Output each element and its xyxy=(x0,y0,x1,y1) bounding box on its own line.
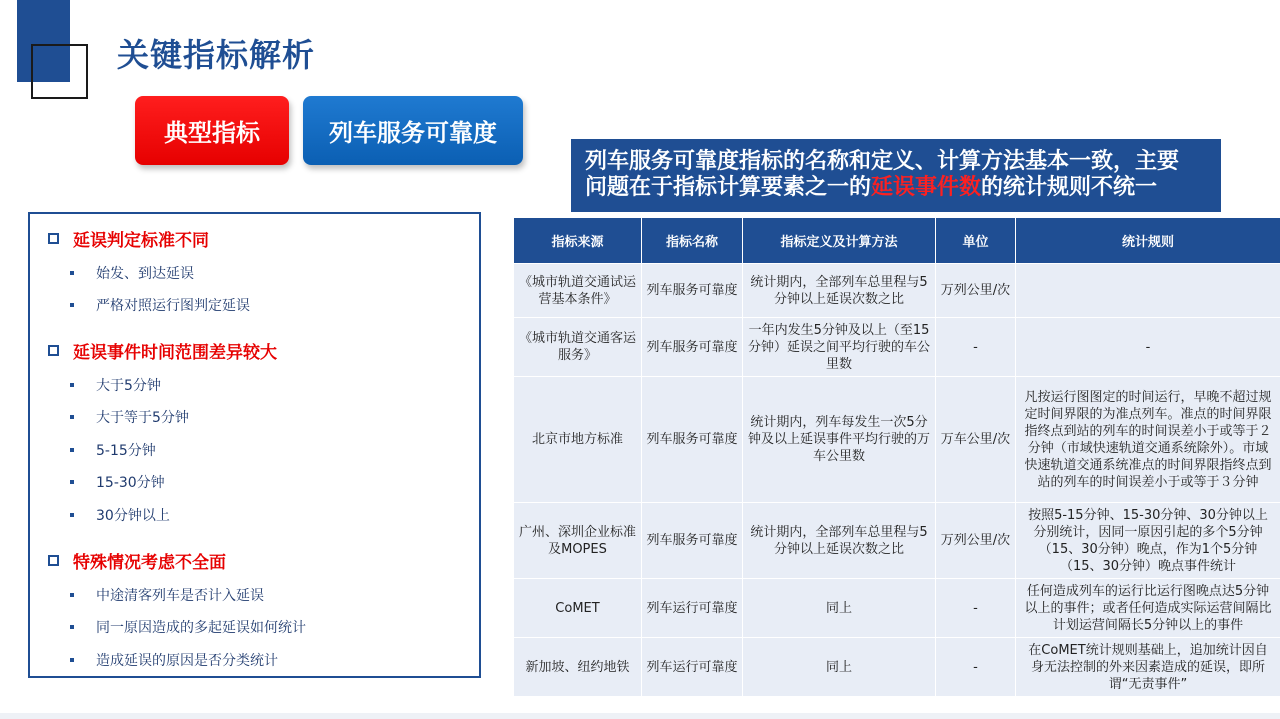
issue-item: 30分钟以上 xyxy=(70,505,170,525)
cell-name: 列车服务可靠度 xyxy=(642,264,743,318)
table-row xyxy=(514,318,1280,377)
table-row xyxy=(514,579,1280,638)
cell-name: 列车运行可靠度 xyxy=(642,579,743,638)
bullet-dot-icon xyxy=(70,513,74,517)
cell-unit: - xyxy=(936,318,1016,377)
issue-heading: 延误事件时间范围差异较大 xyxy=(48,338,277,363)
issue-item: 始发、到达延误 xyxy=(70,263,194,283)
cell-definition: 同上 xyxy=(743,638,936,697)
banner-line-2-pre: 问题在于指标计算要素之一的 xyxy=(585,175,872,200)
cell-source: 广州、深圳企业标准及MOPES xyxy=(514,503,642,579)
cell-source: 《城市轨道交通客运服务》 xyxy=(514,318,642,377)
banner-line-1: 列车服务可靠度指标的名称和定义、计算方法基本一致，主要 xyxy=(585,149,1180,174)
banner-line-2-post: 的统计规则不统一 xyxy=(981,175,1158,200)
summary-banner xyxy=(571,139,1221,212)
cell-definition: 统计期内，列车每发生一次5分钟及以上延误事件平均行驶的万车公里数 xyxy=(743,377,936,503)
cell-rule: 任何造成列车的运行比运行图晚点达5分钟以上的事件；或者任何造成实际运营间隔比计划运营间隔长5分钟以上的事件 xyxy=(1016,579,1280,638)
table-row xyxy=(514,503,1280,579)
cell-name: 列车服务可靠度 xyxy=(642,318,743,377)
cell-unit: - xyxy=(936,638,1016,697)
cell-source: 新加坡、纽约地铁 xyxy=(514,638,642,697)
issue-heading: 延误判定标准不同 xyxy=(48,226,209,251)
col-header-definition: 指标定义及计算方法 xyxy=(743,218,936,264)
col-header-unit: 单位 xyxy=(936,218,1016,264)
issue-item: 5-15分钟 xyxy=(70,440,156,460)
cell-name: 列车运行可靠度 xyxy=(642,638,743,697)
bullet-dot-icon xyxy=(70,448,74,452)
col-header-rule: 统计规则 xyxy=(1016,218,1280,264)
checkbox-square-icon xyxy=(48,345,59,356)
bullet-dot-icon xyxy=(70,658,74,662)
cell-source: 北京市地方标准 xyxy=(514,377,642,503)
banner-line-2 xyxy=(585,175,1221,201)
indicator-comparison-table xyxy=(513,217,1280,697)
cell-rule: 在CoMET统计规则基础上，追加统计因自身无法控制的外来因素造成的延误，即所谓“无责事件” xyxy=(1016,638,1280,697)
table-row xyxy=(514,264,1280,318)
bullet-dot-icon xyxy=(70,593,74,597)
bullet-dot-icon xyxy=(70,480,74,484)
footer-strip xyxy=(0,713,1280,719)
checkbox-square-icon xyxy=(48,555,59,566)
cell-rule: 按照5-15分钟、15-30分钟、30分钟以上分别统计，因同一原因引起的多个5分钟（15、30分钟）晚点，作为1个5分钟（15、30分钟）晚点事件统计 xyxy=(1016,503,1280,579)
cell-source: CoMET xyxy=(514,579,642,638)
indicator-name-tag: 列车服务可靠度 xyxy=(303,96,523,165)
table-header-row xyxy=(514,218,1280,264)
corner-decoration-outline xyxy=(31,44,88,99)
issue-item: 15-30分钟 xyxy=(70,472,165,492)
cell-unit: 万列公里/次 xyxy=(936,503,1016,579)
cell-name: 列车服务可靠度 xyxy=(642,377,743,503)
page-title: 关键指标解析 xyxy=(117,36,316,74)
cell-definition: 统计期内，全部列车总里程与5分钟以上延误次数之比 xyxy=(743,503,936,579)
cell-definition: 一年内发生5分钟及以上（至15分钟）延误之间平均行驶的车公里数 xyxy=(743,318,936,377)
table-row xyxy=(514,638,1280,697)
cell-name: 列车服务可靠度 xyxy=(642,503,743,579)
bullet-dot-icon xyxy=(70,415,74,419)
banner-highlight: 延误事件数 xyxy=(871,175,982,200)
issue-item: 造成延误的原因是否分类统计 xyxy=(70,650,278,670)
bullet-dot-icon xyxy=(70,625,74,629)
typical-indicator-tag: 典型指标 xyxy=(135,96,289,165)
cell-unit: - xyxy=(936,579,1016,638)
checkbox-square-icon xyxy=(48,233,59,244)
cell-source: 《城市轨道交通试运营基本条件》 xyxy=(514,264,642,318)
issue-item: 大于5分钟 xyxy=(70,375,161,395)
cell-unit: 万列公里/次 xyxy=(936,264,1016,318)
cell-unit: 万车公里/次 xyxy=(936,377,1016,503)
col-header-source: 指标来源 xyxy=(514,218,642,264)
table-row xyxy=(514,377,1280,503)
issues-panel xyxy=(28,212,481,678)
cell-rule: 凡按运行图图定的时间运行，早晚不超过规定时间界限的为准点列车。准点的时间界限指终点到站的列车的时间误差小于或等于２分钟（市域快速轨道交通系统除外）。市域快速轨道交通系统准点的时间界限指终点到站的列车的时间误差小于或等于３分钟 xyxy=(1016,377,1280,503)
bullet-dot-icon xyxy=(70,383,74,387)
bullet-dot-icon xyxy=(70,303,74,307)
cell-rule: - xyxy=(1016,318,1280,377)
cell-rule xyxy=(1016,264,1280,318)
issue-item: 严格对照运行图判定延误 xyxy=(70,295,250,315)
issue-heading: 特殊情况考虑不全面 xyxy=(48,548,226,573)
cell-definition: 同上 xyxy=(743,579,936,638)
issue-item: 大于等于5分钟 xyxy=(70,407,189,427)
issue-item: 中途清客列车是否计入延误 xyxy=(70,585,264,605)
cell-definition: 统计期内，全部列车总里程与5分钟以上延误次数之比 xyxy=(743,264,936,318)
bullet-dot-icon xyxy=(70,271,74,275)
issue-item: 同一原因造成的多起延误如何统计 xyxy=(70,617,306,637)
col-header-name: 指标名称 xyxy=(642,218,743,264)
